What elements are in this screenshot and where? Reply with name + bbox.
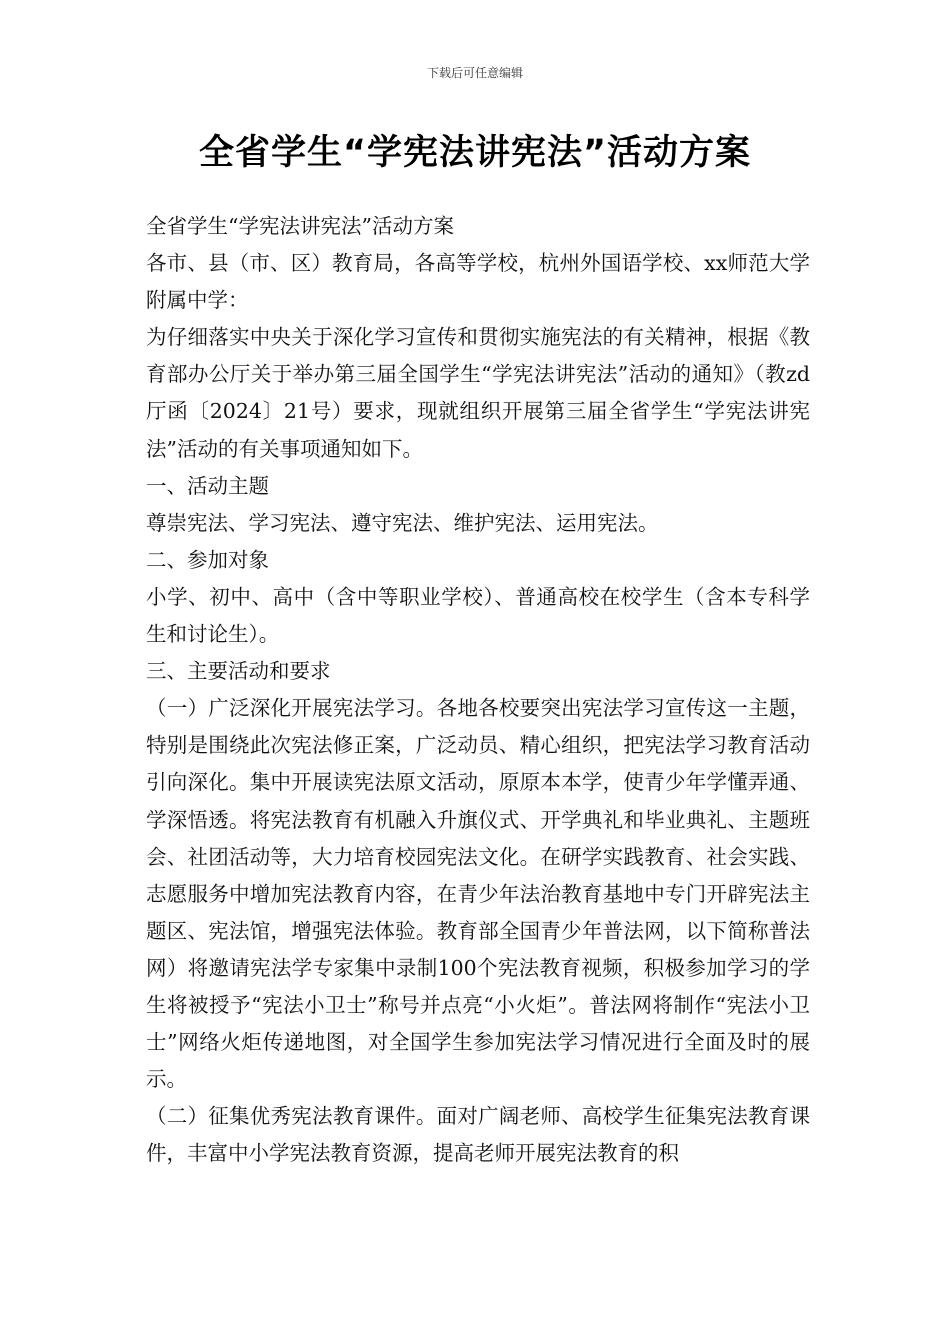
paragraph-activity-1: （一）广泛深化开展宪法学习。各地各校要突出宪法学习宣传这一主题，特别是围绕此次宪法修正案，广泛动员、精心组织，把宪法学习教育活动引向深化。集中开展读宪法原文活动，原原本本学，使青少年学懂弄通、学深悟透。将宪法教育有机融入升旗仪式、开学典礼和毕业典礼、主题班会、社团活动等，大力培育校园宪法文化。在研学实践教育、社会实践、志愿服务中增加宪法教育内容，在青少年法治教育基地中专门开辟宪法主题区、宪法馆，增强宪法体验。教育部全国青少年普法网，以下简称普法网）将邀请宪法学专家集中录制100个宪法教育视频，积极参加学习的学生将被授予“宪法小卫士”称号并点亮“小火炬”。普法网将制作“宪法小卫士”网络火炬传递地图，对全国学生参加宪法学习情况进行全面及时的展示。 [146, 696, 810, 1092]
paragraph-subtitle: 全省学生“学宪法讲宪法”活动方案 [146, 214, 454, 238]
paragraph-recipients: 各市、县（市、区）教育局，各高等学校，杭州外国语学校、xx师范大学附属中学： [146, 251, 810, 313]
section-heading-activities: 三、主要活动和要求 [146, 659, 331, 684]
document-body [146, 208, 810, 1172]
paragraph-theme: 尊崇宪法、学习宪法、遵守宪法、维护宪法、运用宪法。 [146, 510, 659, 535]
section-heading-theme: 一、活动主题 [146, 473, 269, 498]
paragraph-intro: 为仔细落实中央关于深化学习宣传和贯彻实施宪法的有关精神，根据《教育部办公厅关于举办第三届全国学生“学宪法讲宪法”活动的通知》（教zd厅函〔2024〕21号）要求，现就组织开展第三届全省学生“学宪法讲宪法”活动的有关事项通知如下。 [146, 325, 810, 461]
paragraph-activity-2: （二）征集优秀宪法教育课件。面对广阔老师、高校学生征集宪法教育课件，丰富中小学宪法教育资源，提高老师开展宪法教育的积 [146, 1104, 810, 1166]
header-note: 下载后可任意编辑 [426, 66, 523, 80]
document-title: 全省学生“学宪法讲宪法”活动方案 [198, 133, 751, 173]
paragraph-participants: 小学、初中、高中（含中等职业学校）、普通高校在校学生（含本专科学生和讨论生）。 [146, 584, 810, 647]
section-heading-participants: 二、参加对象 [146, 547, 269, 572]
